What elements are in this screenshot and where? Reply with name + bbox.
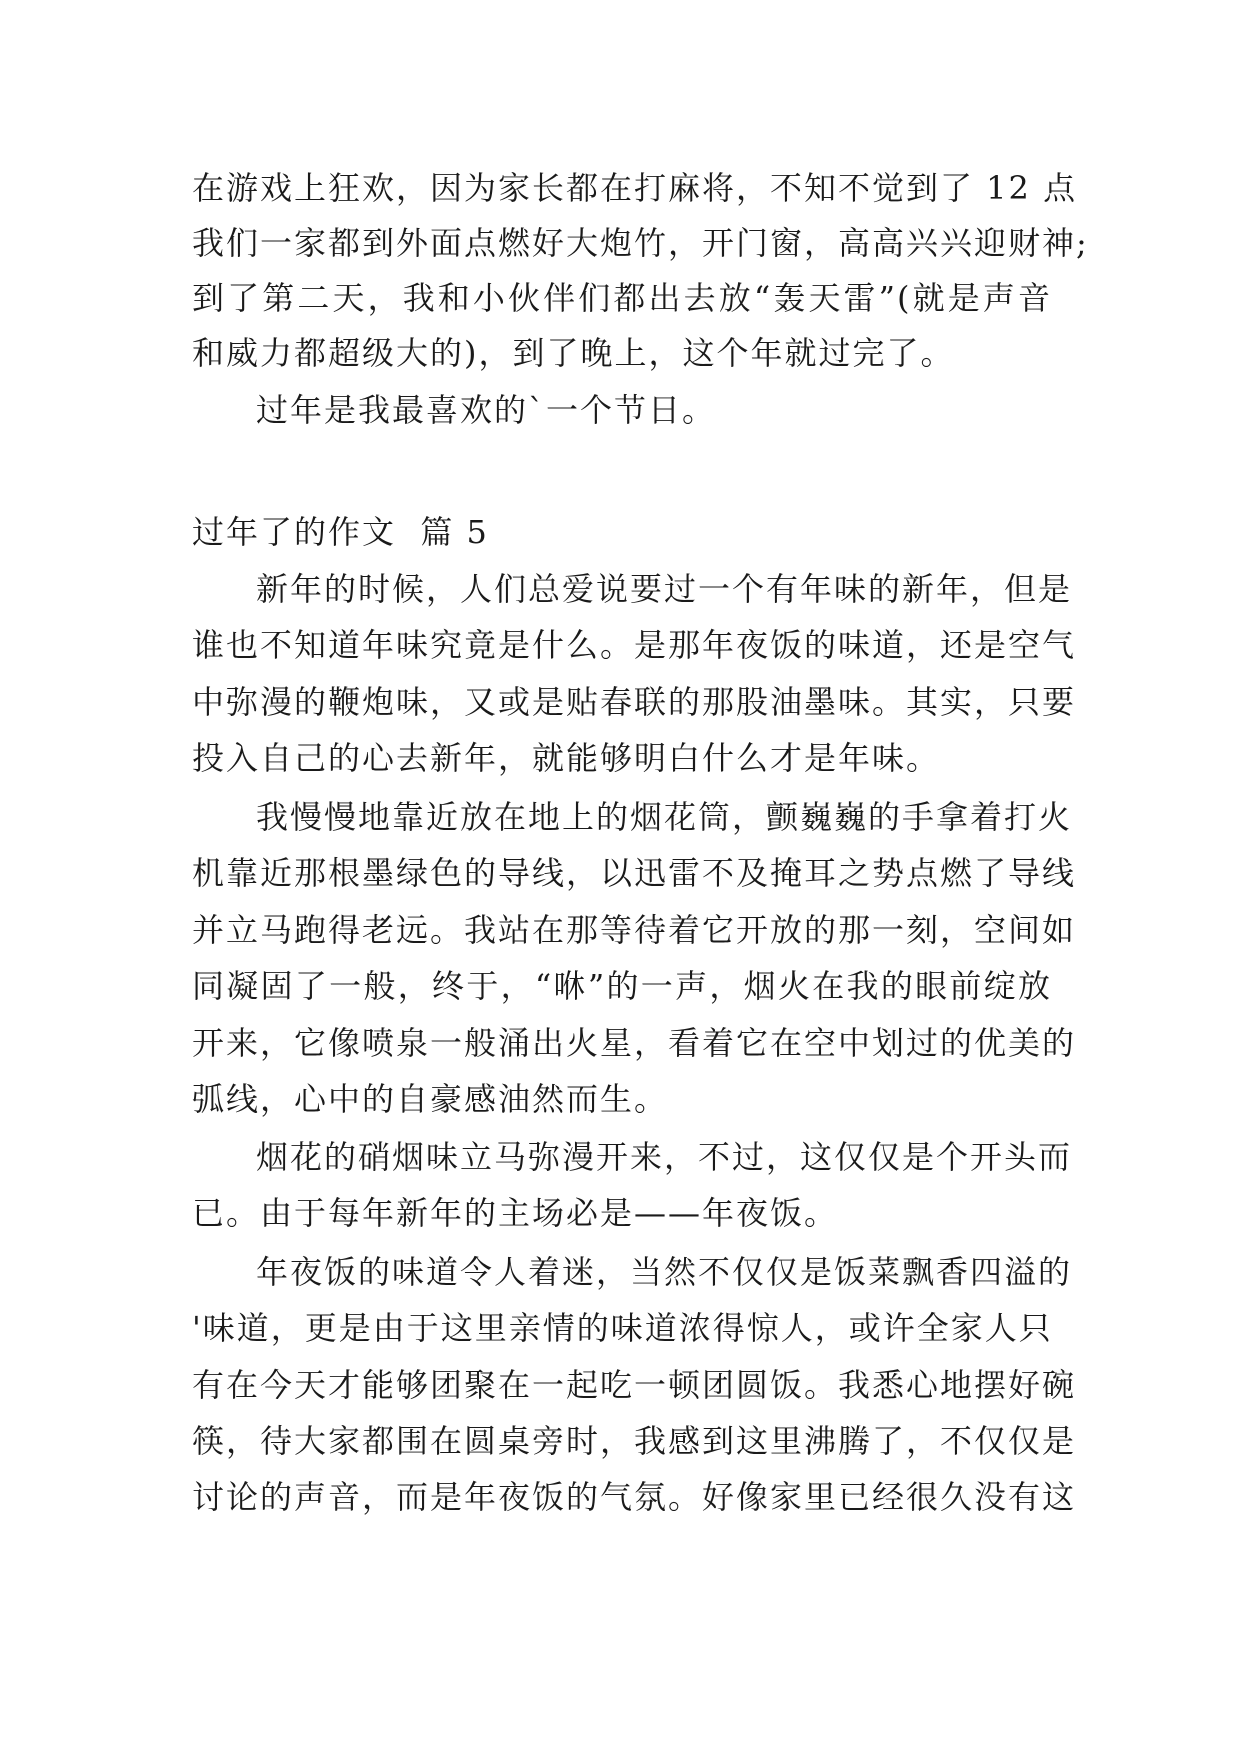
text-line: 讨论的声音，而是年夜饭的气氛。好像家里已经很久没有这 [192, 1478, 1077, 1516]
text-line: 谁也不知道年味究竟是什么。是那年夜饭的味道，还是空气 [192, 626, 1077, 664]
text-line: 在游戏上狂欢，因为家长都在打麻将，不知不觉到了 12 点 [192, 169, 1078, 207]
text-line: 我慢慢地靠近放在地上的烟花筒，颤巍巍的手拿着打火 [256, 798, 1073, 836]
text-line: 有在今天才能够团聚在一起吃一顿团圆饭。我悉心地摆好碗 [192, 1366, 1077, 1404]
text-line: 开来，它像喷泉一般涌出火星，看着它在空中划过的优美的 [192, 1024, 1077, 1062]
section-heading: 过年了的作文 篇 5 [192, 513, 489, 551]
text-line: 已。由于每年新年的主场必是——年夜饭。 [192, 1194, 839, 1232]
text-line: 和威力都超级大的)，到了晚上，这个年就过完了。 [192, 334, 955, 372]
text-line: 并立马跑得老远。我站在那等待着它开放的那一刻，空间如 [192, 911, 1077, 949]
text-line: 同凝固了一般，终于，“咻”的一声，烟火在我的眼前绽放 [192, 967, 1052, 1005]
text-line: 筷，待大家都围在圆桌旁时，我感到这里沸腾了，不仅仅是 [192, 1422, 1077, 1460]
text-line: 年夜饭的味道令人着迷，当然不仅仅是饭菜飘香四溢的 [256, 1253, 1073, 1291]
text-line: 到了第二天，我和小伙伴们都出去放“轰天雷”(就是声音 [192, 279, 1052, 317]
text-line: 我们一家都到外面点燃好大炮竹，开门窗，高高兴兴迎财神; [192, 224, 1089, 262]
text-line: 中弥漫的鞭炮味，又或是贴春联的那股油墨味。其实，只要 [192, 683, 1077, 721]
text-line: 弧线，心中的自豪感油然而生。 [192, 1080, 669, 1118]
text-line: 新年的时候，人们总爱说要过一个有年味的新年，但是 [256, 570, 1073, 608]
text-line: 烟花的硝烟味立马弥漫开来，不过，这仅仅是个开头而 [256, 1138, 1073, 1176]
text-line: 机靠近那根墨绿色的导线，以迅雷不及掩耳之势点燃了导线 [192, 854, 1077, 892]
text-line: 过年是我最喜欢的`一个节日。 [256, 391, 717, 429]
text-line: '味道，更是由于这里亲情的味道浓得惊人，或许全家人只 [192, 1309, 1053, 1347]
text-line: 投入自己的心去新年，就能够明白什么才是年味。 [192, 739, 941, 777]
